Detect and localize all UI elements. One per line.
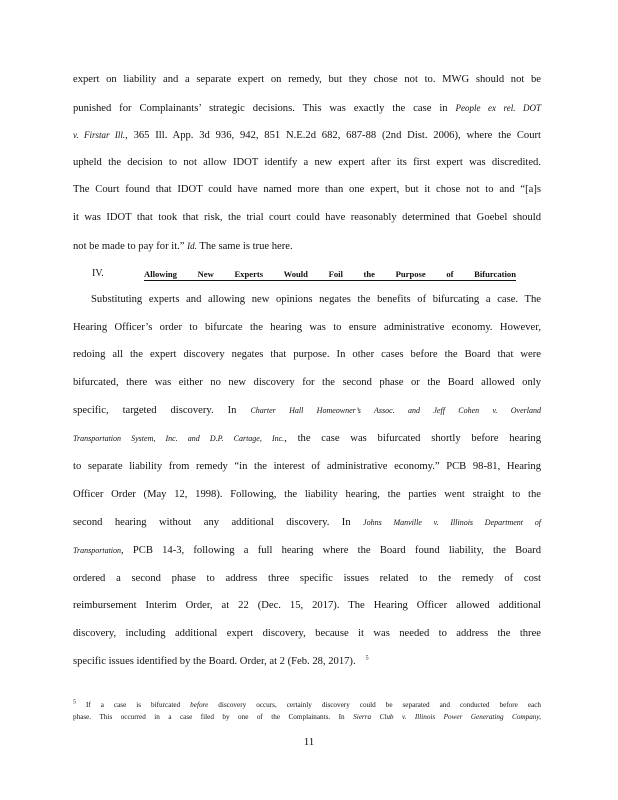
- body-line: it was IDOT that took that risk, the trial court could have reasonably determined that Goebel should: [73, 212, 541, 223]
- case-citation: Sierra Club v. Illinois Power Generating Company,: [353, 713, 541, 721]
- body-line: The Court found that IDOT could have named more than one expert, but it chose not to and “[a]s: [73, 184, 541, 195]
- body-line: ordered a second phase to address three specific issues related to the remedy of cost: [73, 573, 541, 584]
- page-number: 11: [303, 736, 315, 748]
- body-line: specific issues identified by the Board. Order, at 2 (Feb. 28, 2017). $^5$: [73, 655, 369, 667]
- case-citation: People ex rel. DOT: [455, 103, 541, 113]
- body-line: Transportation, PCB 14-3, following a full hearing where the Board found liability, the Board: [73, 545, 541, 556]
- body-line: second hearing without any additional discovery. In Johns Manville v. Illinois Department of: [73, 517, 541, 528]
- footnote-line: phase. This occurred in a case filed by one of the Complainants. In Sierra Club v. Illinois Power Generating Company,: [73, 713, 541, 721]
- body-line: v. Firstar Ill., 365 Ill. App. 3d 936, 942, 851 N.E.2d 682, 687-88 (2nd Dist. 2006), where the Court: [73, 130, 541, 141]
- case-citation: Charter Hall Homeowner’s Assoc. and Jeff Cohen v. Overland: [250, 406, 541, 415]
- body-line: specific, targeted discovery. In Charter Hall Homeowner’s Assoc. and Jeff Cohen v. Overland: [73, 405, 541, 416]
- body-line: Substituting experts and allowing new opinions negates the benefits of bifurcating a case. The: [91, 294, 541, 305]
- body-line: Transportation System, Inc. and D.P. Cartage, Inc., the case was bifurcated shortly before hearing: [73, 433, 541, 444]
- body-line: discovery, including additional expert discovery, because it was needed to address the three: [73, 628, 541, 639]
- body-line: redoing all the expert discovery negates that purpose. In other cases before the Board that were: [73, 349, 541, 360]
- body-line: reimbursement Interim Order, at 22 (Dec. 15, 2017). The Hearing Officer allowed additional: [73, 600, 541, 611]
- footnote-mark: 5: [73, 699, 76, 706]
- case-citation: Transportation System, Inc. and D.P. Cartage, Inc.: [73, 434, 285, 443]
- body-line: expert on liability and a separate expert on remedy, but they chose not to. MWG should not be: [73, 74, 541, 85]
- footnote-line: $^5$ If a case is bifurcated before discovery occurs, certainly discovery could be separated and conducted before each: [73, 699, 541, 709]
- body-line: Officer Order (May 12, 1998). Following, the liability hearing, the parties went straight to the: [73, 489, 541, 500]
- id-citation: Id.: [187, 241, 197, 251]
- body-line: Hearing Officer’s order to bifurcate the hearing was to ensure administrative economy. However,: [73, 322, 541, 333]
- body-line: to separate liability from remedy “in the interest of administrative economy.” PCB 98-81, Hearing: [73, 461, 541, 472]
- case-citation: Transportation: [73, 546, 122, 555]
- section-title: Allowing New Experts Would Foil the Purpose of Bifurcation: [144, 269, 516, 279]
- section-number: IV.: [92, 268, 104, 279]
- body-line: not be made to pay for it.” Id. The same is true here.: [73, 241, 293, 252]
- case-citation: Johns Manville v. Illinois Department of: [363, 518, 541, 527]
- body-line: bifurcated, there was either no new discovery for the second phase or the Board allowed only: [73, 377, 541, 388]
- body-line: upheld the decision to not allow IDOT identify a new expert after its first expert was discredited.: [73, 157, 541, 168]
- footnote-reference[interactable]: 5: [365, 655, 369, 662]
- body-line: punished for Complainants’ strategic decisions. This was exactly the case in People ex rel. DOT: [73, 103, 541, 114]
- case-citation: v. Firstar Ill.: [73, 130, 126, 140]
